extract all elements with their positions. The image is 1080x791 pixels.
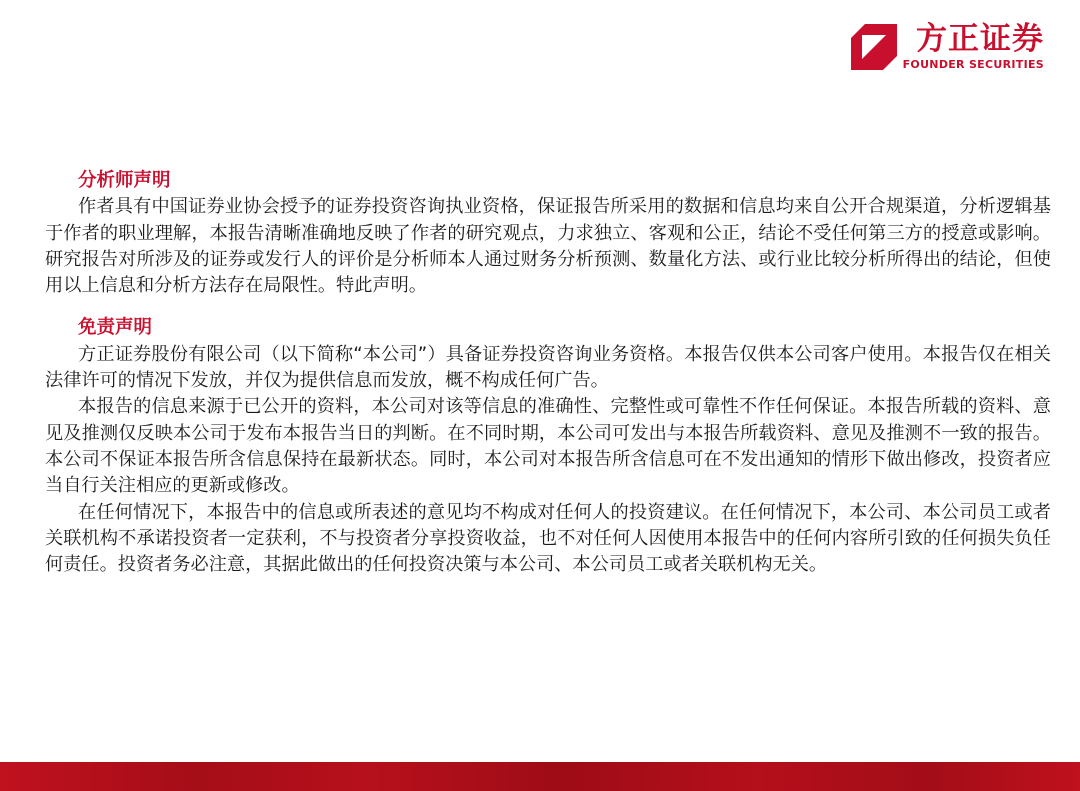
brand-name	[903, 22, 1044, 71]
section-title-disclaimer: 免责声明	[78, 317, 153, 339]
document-body	[45, 168, 1051, 578]
analyst-statement-section	[45, 168, 1051, 299]
brand-logo	[851, 22, 1044, 71]
footer-bar	[0, 762, 1080, 791]
founder-logo-icon	[851, 24, 897, 70]
disclaimer-section	[45, 315, 1051, 578]
paragraph: 本报告的信息来源于已公开的资料，本公司对该等信息的准确性、完整性或可靠性不作任何保证。本报告所载的资料、意见及推测仅反映本公司于发布本报告当日的判断。在不同时期，本公司可发出与本报告所载资料、意见及推测不一致的报告。本公司不保证本报告所含信息保持在最新状态。同时，本公司对本报告所含信息可在不发出通知的情形下做出修改，投资者应当自行关注相应的更新或修改。	[45, 396, 1051, 497]
paragraph: 作者具有中国证券业协会授予的证券投资咨询执业资格，保证报告所采用的数据和信息均来自公开合规渠道，分析逻辑基于作者的职业理解，本报告清晰准确地反映了作者的研究观点，力求独立、客观和公正，结论不受任何第三方的授意或影响。研究报告对所涉及的证券或发行人的评价是分析师本人通过财务分析预测、数量化方法、或行业比较分析所得出的结论，但使用以上信息和分析方法存在局限性。特此声明。	[45, 196, 1051, 297]
brand-name-cn: 方正证券	[916, 21, 1044, 57]
paragraph: 在任何情况下，本报告中的信息或所表述的意见均不构成对任何人的投资建议。在任何情况下，本公司、本公司员工或者关联机构不承诺投资者一定获利，不与投资者分享投资收益，也不对任何人因使用本报告中的任何内容所引致的任何损失负任何责任。投资者务必注意，其据此做出的任何投资决策与本公司、本公司员工或者关联机构无关。	[45, 501, 1051, 576]
section-title-analyst-statement: 分析师声明	[78, 170, 171, 191]
paragraph: 方正证券股份有限公司（以下简称“本公司”）具备证券投资咨询业务资格。本报告仅供本公司客户使用。本报告仅在相关法律许可的情况下发放，并仅为提供信息而发放，概不构成任何广告。	[45, 343, 1051, 392]
brand-name-en: FOUNDER SECURITIES	[902, 58, 1044, 71]
